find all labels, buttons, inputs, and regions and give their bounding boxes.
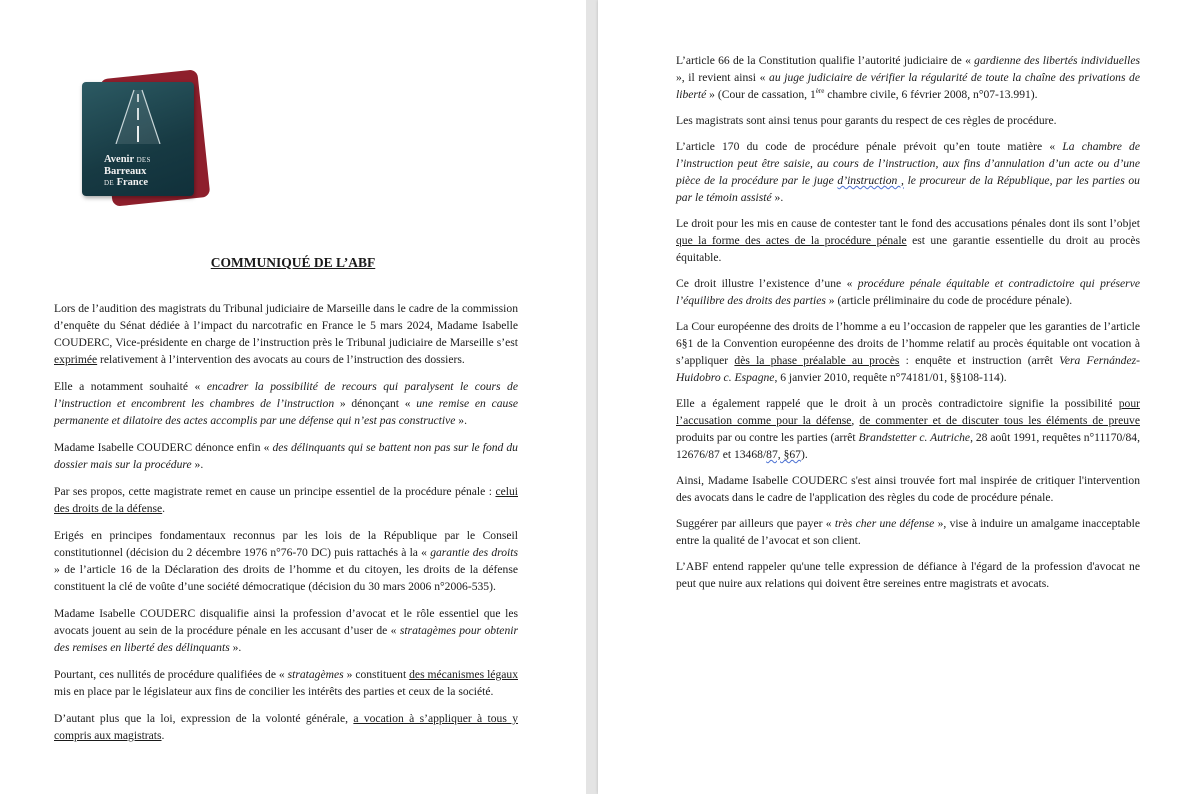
paragraph: Le droit pour les mis en cause de contester tant le fond des accusations pénales dont ils sont l’objet que la forme des actes de la procédure pénale est une garantie essentielle du droit au procès équitable. (676, 217, 1141, 264)
paragraph: D’autant plus que la loi, expression de la volonté générale, a vocation à s’appliquer à tous y compris aux magistrats. (54, 712, 519, 742)
page-title: COMMUNIQUÉ DE L’ABF (210, 255, 376, 270)
paragraph: Suggérer par ailleurs que payer « très cher une défense », vise à induire un amalgame inacceptable entre la qualité de l’avocat et son client. (676, 517, 1140, 547)
logo-word-des: DES (136, 156, 151, 164)
paragraph: Par ses propos, cette magistrate remet en cause un principe essentiel de la procédure pénale : celui des droits de la défense. (54, 485, 518, 515)
right-body (676, 52, 1140, 601)
page-gutter (586, 0, 598, 794)
paragraph: Madame Isabelle COUDERC disqualifie ainsi la profession d’avocat et le rôle essentiel que les avocats jouent au sein de la procédure pénale en les accusant d’user de « stratagèmes pour obtenir des remises en liberté des délinquants ». (54, 607, 518, 654)
page-1 (0, 0, 586, 794)
logo-word-de: DE (104, 179, 114, 187)
paragraph: Ainsi, Madame Isabelle COUDERC s'est ainsi trouvée fort mal inspirée de critiquer l'intervention des avocats dans le cadre de l'application des règles du code de procédure pénale. (676, 474, 1140, 504)
logo-teal-square (82, 82, 194, 196)
paragraph: Ce droit illustre l’existence d’une « procédure pénale équitable et contradictoire qui préserve l’équilibre des droits des parties » (article préliminaire du code de procédure pénale). (676, 277, 1140, 307)
left-body (54, 300, 518, 754)
paragraph: Elle a également rappelé que le droit à un procès contradictoire signifie la possibilité pour l’accusation comme pour la défense, de commenter et de discuter tous les éléments de preuve produits par ou contre les parties (arrêt Brandstetter c. Autriche, 28 août 1991, requêtes n°11170/84, 12676/87 et 13468/87, §67). (676, 397, 1141, 461)
paragraph: Lors de l’audition des magistrats du Tribunal judiciaire de Marseille dans le cadre de la commission d’enquête du Sénat dédiée à l’impact du narcotrafic en France le 5 mars 2024, Madame Isabelle COUDERC, Vice-présidente en charge de l’instruction près le Tribunal judiciaire de Marseille s’est exprimée relativement à l’intervention des avocats au cours de l’instruction des dossiers. (54, 302, 518, 366)
logo-wordmark (104, 154, 151, 189)
abf-logo (78, 70, 208, 210)
paragraph: Les magistrats sont ainsi tenus pour garants du respect de ces règles de procédure. (676, 114, 1057, 127)
road-icon (110, 88, 166, 144)
paragraph: L’ABF entend rappeler qu'une telle expression de défiance à l'égard de la profession d'avocat ne peut que nuire aux relations qui doivent être sereines entre magistrats et avocats. (676, 560, 1140, 590)
logo-word-france: France (116, 177, 149, 188)
logo-word-avenir: Avenir (104, 154, 134, 165)
paragraph: Madame Isabelle COUDERC dénonce enfin « des délinquants qui se battent non pas sur le fond du dossier mais sur la procédure ». (54, 441, 518, 471)
paragraph: L’article 170 du code de procédure pénale prévoit qu’en toute matière « La chambre de l’instruction peut être saisie, au cours de l’instruction, aux fins d’annulation d’un acte ou d’une pièce de la procédure par le juge d’instruction , le procureur de la République, par les parties ou par le témoin assisté ». (676, 140, 1141, 204)
paragraph: L’article 66 de la Constitution qualifie l’autorité judiciaire de « gardienne des libertés individuelles », il revient ainsi « au juge judiciaire de vérifier la régularité de toute la chaîne des privations de liberté » (Cour de cassation, 1ère chambre civile, 6 février 2008, n°07-13.991). (676, 54, 1141, 101)
paragraph: Pourtant, ces nullités de procédure qualifiées de « stratagèmes » constituent des mécanismes légaux mis en place par le législateur aux fins de concilier les intérêts des parties et ceux de la société. (54, 668, 518, 698)
paragraph: La Cour européenne des droits de l’homme a eu l’occasion de rappeler que les garanties de l’article 6§1 de la Convention européenne des droits de l’homme relatif au procès équitable ont vocation à s’appliquer dès la phase préalable au procès : enquête et instruction (arrêt Vera Fernández-Huidobro c. Espagne, 6 janvier 2010, requête n°74181/01, §§108-114). (676, 320, 1140, 384)
logo-word-barreaux: Barreaux (104, 166, 147, 177)
paragraph: Elle a notamment souhaité « encadrer la possibilité de recours qui paralysent le cours de l’instruction et encombrent les chambres de l’instruction » dénonçant « une remise en cause permanente et dilatoire des actes accomplis par une défense qui n’est pas constructive ». (54, 380, 518, 427)
paragraph: Erigés en principes fondamentaux reconnus par les lois de la République par le Conseil constitutionnel (décision du 2 décembre 1976 n°76-70 DC) puis rattachés à la « garantie des droits » de l’article 16 de la Déclaration des droits de l’homme et du citoyen, les droits de la défense constituent la clé de voûte d’une société démocratique (décision du 30 mars 2006 n°2006-535). (54, 529, 518, 593)
